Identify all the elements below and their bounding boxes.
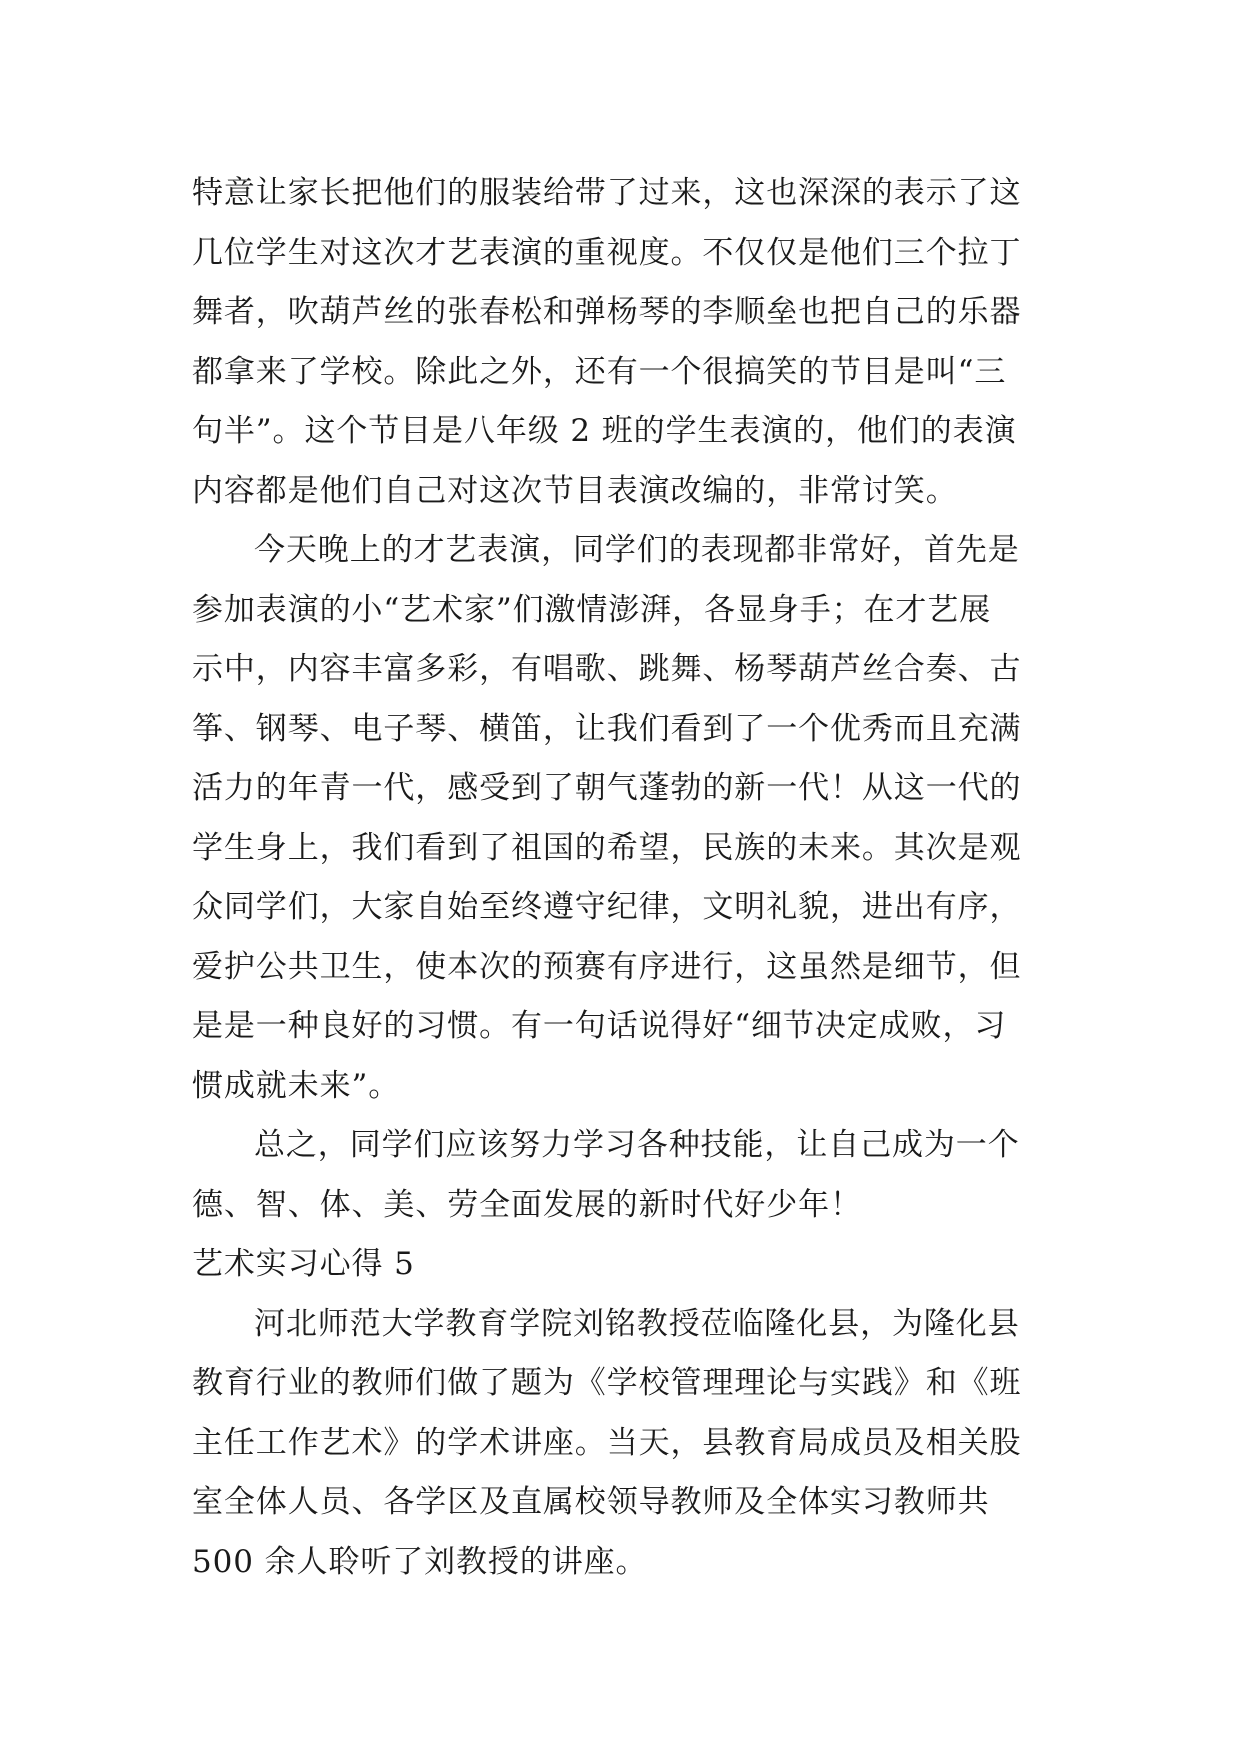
text-line: 几位学生对这次才艺表演的重视度。不仅仅是他们三个拉丁 [192,234,1022,271]
text-line: 惯成就未来”。 [192,1067,401,1104]
text-line: 内容都是他们自己对这次节目表演改编的，非常讨笑。 [192,472,958,509]
text-line: 主任工作艺术》的学术讲座。当天，县教育局成员及相关股 [192,1424,1022,1461]
text-line: 众同学们，大家自始至终遵守纪律，文明礼貌，进出有序， [192,889,1022,925]
text-line: 室全体人员、各学区及直属校领导教师及全体实习教师共 [192,1484,990,1520]
text-line: 筝、钢琴、电子琴、横笛，让我们看到了一个优秀而且充满 [192,710,1022,747]
text-line: 德、智、体、美、劳全面发展的新时代好少年！ [192,1186,862,1223]
text-line: 舞者，吹葫芦丝的张春松和弹杨琴的李顺垒也把自己的乐器 [192,294,1022,330]
document-body [192,164,1052,1592]
paragraph-start-line: 河北师范大学教育学院刘铭教授莅临隆化县，为隆化县 [254,1305,1020,1342]
text-line: 爱护公共卫生，使本次的预赛有序进行，这虽然是细节，但 [192,948,1022,985]
text-line: 句半”。这个节目是八年级 2 班的学生表演的，他们的表演 [192,413,1017,449]
text-line: 教育行业的教师们做了题为《学校管理理论与实践》和《班 [192,1365,1022,1401]
text-line: 示中，内容丰富多彩，有唱歌、跳舞、杨琴葫芦丝合奏、古 [192,651,1022,687]
text-line: 是是一种良好的习惯。有一句话说得好“细节决定成败，习 [192,1008,1007,1044]
text-line: 特意让家长把他们的服装给带了过来，这也深深的表示了这 [192,175,1022,211]
text-line: 都拿来了学校。除此之外，还有一个很搞笑的节目是叫“三 [192,353,1007,390]
section-heading: 艺术实习心得 5 [192,1246,415,1282]
text-line: 活力的年青一代，感受到了朝气蓬勃的新一代！从这一代的 [192,770,1022,806]
paragraph-start-line: 总之，同学们应该努力学习各种技能，让自己成为一个 [254,1127,1020,1163]
paragraph-start-line: 今天晚上的才艺表演，同学们的表现都非常好，首先是 [254,532,1020,568]
text-line: 参加表演的小“艺术家”们激情澎湃，各显身手；在才艺展 [192,591,992,628]
text-line: 学生身上，我们看到了祖国的希望，民族的未来。其次是观 [192,829,1022,866]
text-line: 500 余人聆听了刘教授的讲座。 [192,1543,648,1580]
